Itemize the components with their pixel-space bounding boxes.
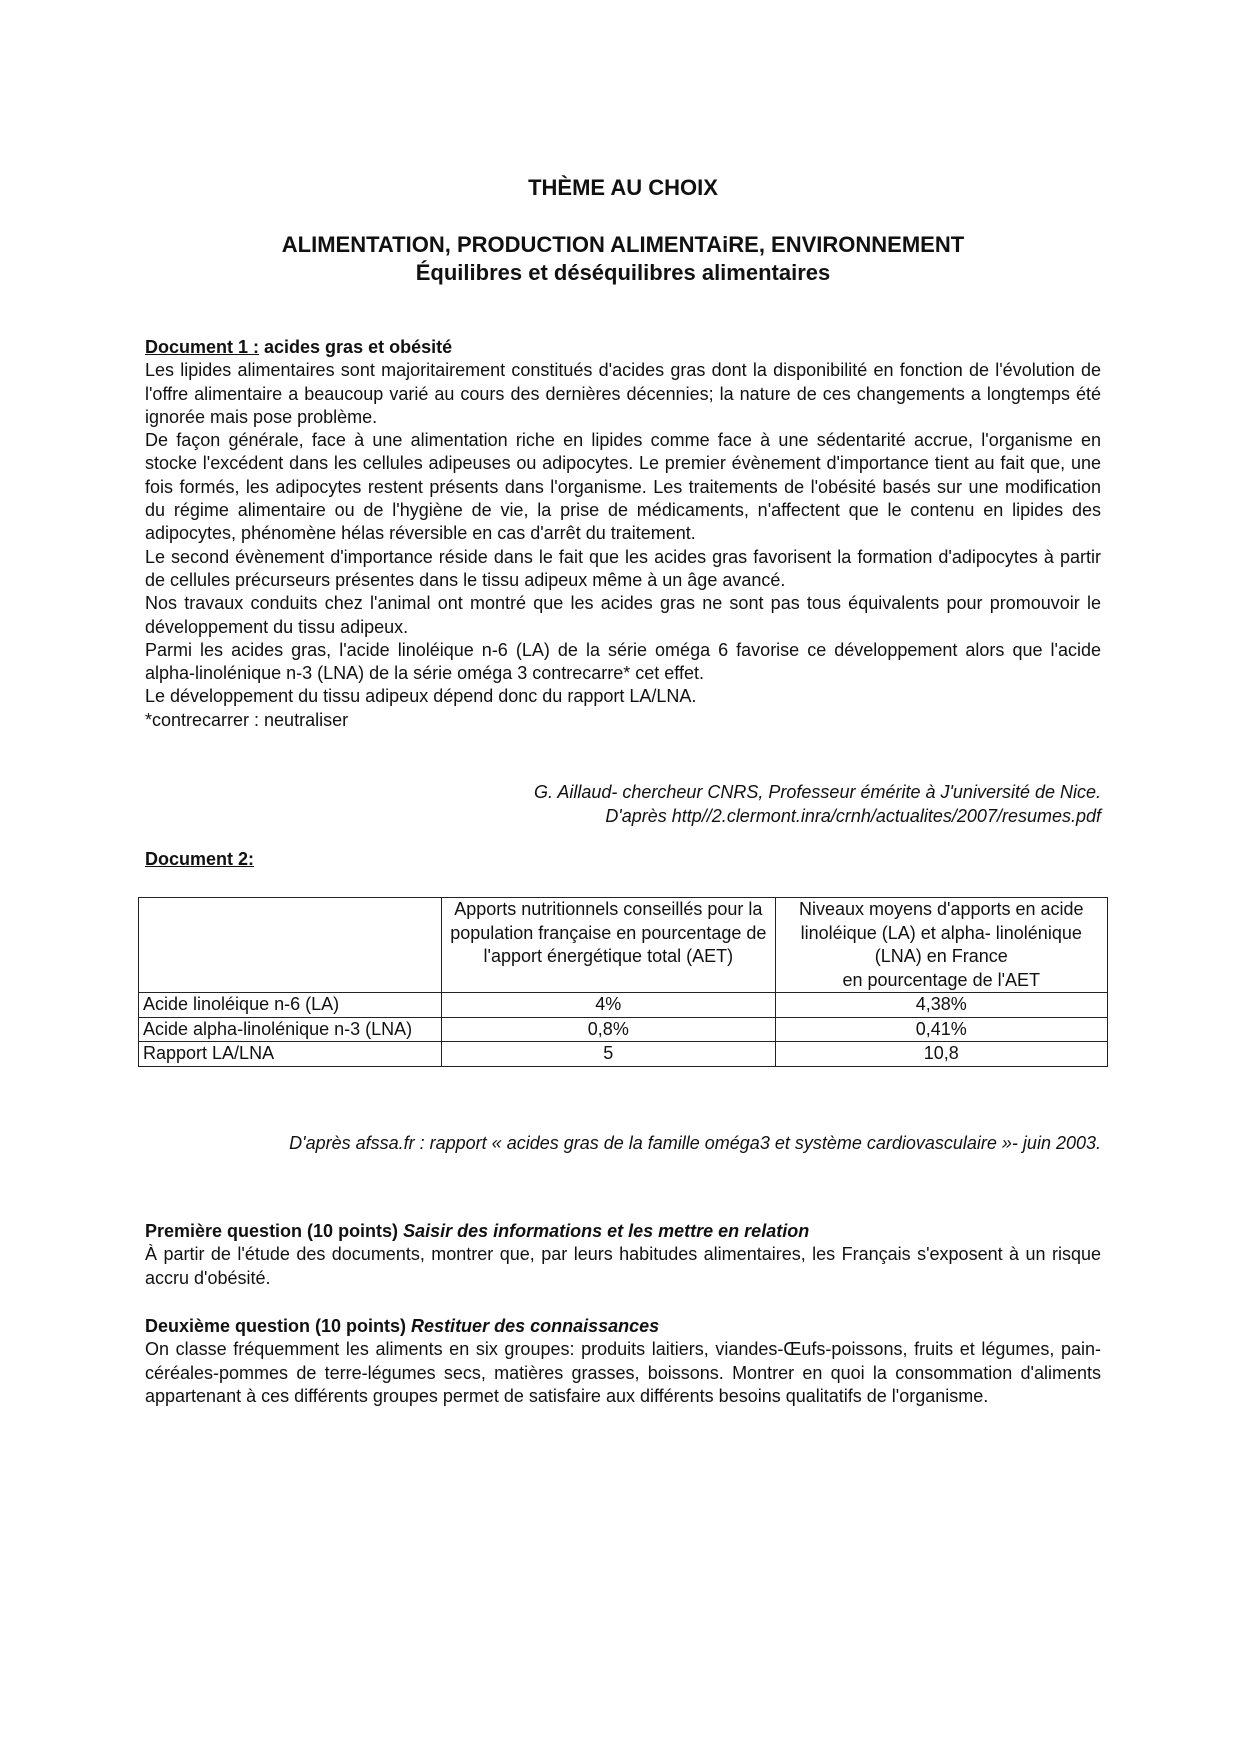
question-2: [145, 1315, 1101, 1408]
main-title-line1: ALIMENTATION, PRODUCTION ALIMENTAiRE, ENVIRONNEMENT: [281, 232, 965, 257]
document-1-paragraph: Les lipides alimentaires sont majoritairement constitués d'acides gras dont la disponibilité en fonction de l'évolution de l'offre alimentaire a beaucoup varié au cours des dernières décennies; la nature de ces changements a longtemps été ignorée mais pose problème.: [145, 360, 1101, 427]
question-2-subtitle: Restituer des connaissances: [411, 1316, 660, 1336]
table-row-label: Acide alpha-linolénique n-3 (LNA): [139, 1017, 442, 1042]
table-row: [139, 993, 1108, 1018]
table-header-actual-line2: en pourcentage de l'AET: [842, 969, 1041, 990]
question-1-text: À partir de l'étude des documents, montrer que, par leurs habitudes alimentaires, les Français s'exposent à un risque accru d'obésité.: [145, 1244, 1101, 1288]
nutrition-table: [138, 897, 1108, 1067]
table-cell-actual: 10,8: [775, 1042, 1107, 1067]
table-header-recommended: Apports nutritionnels conseillés pour la population française en pourcentage de l'apport énergétique total (AET): [442, 898, 775, 993]
table-header-actual-line1: Niveaux moyens d'apports en acide linoléique (LA) et alpha- linolénique (LNA) en France: [798, 899, 1084, 966]
footnote: *contrecarrer : neutraliser: [145, 709, 349, 730]
table-row-label: Acide linoléique n-6 (LA): [139, 993, 442, 1018]
question-2-heading: [145, 1315, 1101, 1338]
question-1-subtitle: Saisir des informations et les mettre en relation: [403, 1221, 810, 1241]
document-1-heading: [145, 336, 1101, 359]
question-1: [145, 1220, 1101, 1290]
table-cell-actual: 0,41%: [775, 1017, 1107, 1042]
question-1-title: Première question (10 points): [145, 1221, 404, 1241]
question-2-title: Deuxième question (10 points): [145, 1316, 412, 1336]
document-1: [145, 336, 1101, 732]
document-1-title: acides gras et obésité: [259, 337, 453, 357]
main-title: [145, 231, 1101, 287]
table-header-row: [139, 898, 1108, 993]
source-author: G. Aillaud- chercheur CNRS, Professeur émérite à J'université de Nice.: [534, 782, 1101, 802]
table-row: [139, 1017, 1108, 1042]
main-title-line2: Équilibres et déséquilibres alimentaires: [415, 260, 831, 285]
table-cell-recommended: 4%: [442, 993, 775, 1018]
document-1-paragraph: De façon générale, face à une alimentation riche en lipides comme face à une sédentarité accrue, l'organisme en stocke l'excédent dans les cellules adipeuses ou adipocytes. Le premier évènement d'importance tient au fait que, une fois formés, les adipocytes restent présents dans l'organisme. Les traitements de l'obésité basés sur une modification du régime alimentaire ou de l'hygiène de vie, la prise de médicaments, n'affectent que le contenu en lipides des adipocytes, phénomène hélas réversible en cas d'arrêt du traitement.: [145, 430, 1101, 544]
document-1-source: [145, 781, 1101, 828]
document-1-paragraph: Nos travaux conduits chez l'animal ont montré que les acides gras ne sont pas tous équivalents pour promouvoir le développement du tissu adipeux.: [145, 593, 1101, 637]
table-row: [139, 1042, 1108, 1067]
question-1-heading: [145, 1220, 1101, 1243]
document-1-paragraph: Le développement du tissu adipeux dépend donc du rapport LA/LNA.: [145, 686, 697, 707]
document-2-heading: Document 2:: [145, 849, 255, 869]
theme-title: THÈME AU CHOIX: [528, 175, 718, 200]
table-row-label: Rapport LA/LNA: [139, 1042, 442, 1067]
source-url: D'après http//2.clermont.inra/crnh/actualites/2007/resumes.pdf: [605, 805, 1101, 826]
table-cell-actual: 4,38%: [775, 993, 1107, 1018]
document-1-label: Document 1 :: [145, 337, 260, 357]
question-2-text: On classe fréquemment les aliments en six groupes: produits laitiers, viandes-Œufs-poissons, fruits et légumes, pain-céréales-pommes de terre-légumes secs, matières grasses, boissons. Montrer en quoi la consommation d'aliments appartenant à ces différents groupes permet de satisfaire aux différents besoins qualitatifs de l'organisme.: [145, 1339, 1101, 1406]
table-cell-recommended: 0,8%: [442, 1017, 775, 1042]
document-2-source-prefix: D'après afssa.fr: [289, 1133, 415, 1153]
table-header-actual: [775, 898, 1107, 993]
table-cell-recommended: 5: [442, 1042, 775, 1067]
document-2-source-rest: : rapport « acides gras de la famille oméga3 et système cardiovasculaire »- juin 2003.: [414, 1133, 1101, 1153]
document-1-paragraph: Parmi les acides gras, l'acide linoléique n-6 (LA) de la série oméga 6 favorise ce développement alors que l'acide alpha-linolénique n-3 (LNA) de la série oméga 3 contrecarre* cet effet.: [145, 639, 1101, 684]
document-1-paragraph: Le second évènement d'importance réside dans le fait que les acides gras favorisent la formation d'adipocytes à partir de cellules précurseurs présentes dans le tissu adipeux même à un âge avancé.: [145, 546, 1101, 590]
table-header-empty: [139, 898, 442, 993]
document-2-source: [145, 1133, 1101, 1154]
